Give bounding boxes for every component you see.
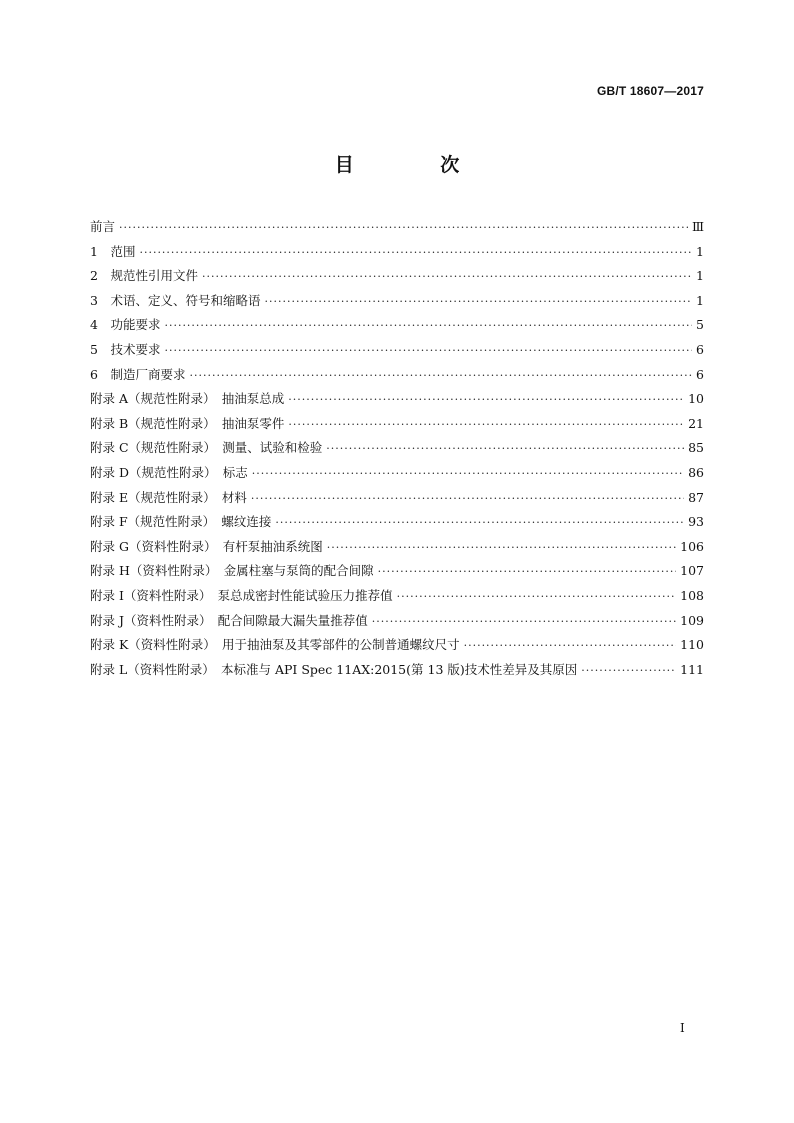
toc-entry[interactable] [90, 535, 704, 560]
toc-entry-label: 附录 A（规范性附录） 抽油泵总成 [90, 391, 285, 407]
toc-entry-page: 107 [680, 563, 704, 579]
toc-entry-page: 93 [688, 514, 704, 530]
toc-leader-dots [326, 437, 684, 462]
toc-entry[interactable] [90, 658, 704, 683]
toc-leader-dots [139, 241, 692, 266]
toc-entry-label: 附录 J（资料性附录） 配合间隙最大漏失量推荐值 [90, 612, 368, 628]
toc-leader-dots [275, 511, 684, 536]
toc-leader-dots [372, 610, 676, 635]
toc-entry-page: 110 [680, 637, 704, 653]
toc-leader-dots [264, 290, 692, 315]
toc-entry-label: 附录 B（规范性附录） 抽油泵零件 [90, 415, 285, 431]
toc-entry[interactable] [90, 215, 704, 240]
toc-entry-page: 85 [688, 440, 704, 456]
toc-leader-dots [288, 388, 684, 413]
toc-entry-label: 附录 C（规范性附录） 测量、试验和检验 [90, 440, 323, 456]
toc-entry-label: 附录 D（规范性附录） 标志 [90, 464, 248, 480]
toc-leader-dots [119, 216, 688, 241]
toc-entry-page: 6 [696, 366, 704, 382]
toc-entry-page: 106 [680, 538, 704, 554]
toc-entry-page: 6 [696, 341, 704, 357]
toc-leader-dots [464, 634, 677, 659]
toc-leader-dots [378, 560, 677, 585]
toc-entry[interactable] [90, 412, 704, 437]
toc-entry-label: 1 范围 [90, 243, 136, 259]
toc-entry-label: 附录 K（资料性附录） 用于抽油泵及其零部件的公制普通螺纹尺寸 [90, 637, 460, 653]
toc-entry[interactable] [90, 289, 704, 314]
toc-entry[interactable] [90, 609, 704, 634]
toc-entry[interactable] [90, 559, 704, 584]
page-title: 目 次 [334, 154, 500, 176]
toc-entry-label: 6 制造厂商要求 [90, 366, 186, 382]
toc-leader-dots [327, 536, 676, 561]
toc-entry-label: 4 功能要求 [90, 317, 161, 333]
toc-entry-label: 附录 L（资料性附录） 本标准与 API Spec 11AX:2015(第 13 版)技术性差异及其原因 [90, 661, 578, 677]
toc-entry-label: 2 规范性引用文件 [90, 268, 198, 284]
toc-entry[interactable] [90, 436, 704, 461]
toc-entry[interactable] [90, 633, 704, 658]
toc-leader-dots [202, 265, 692, 290]
toc-leader-dots [189, 364, 692, 389]
toc-leader-dots [164, 314, 692, 339]
toc-entry-label: 附录 F（规范性附录） 螺纹连接 [90, 514, 272, 530]
toc-entry-label: 前言 [90, 219, 116, 234]
toc-entry-page: 1 [696, 268, 704, 284]
toc-entry-label: 附录 G（资料性附录） 有杆泵抽油系统图 [90, 538, 323, 554]
page-number: I [680, 1021, 685, 1035]
toc-entry-page: 5 [696, 317, 704, 333]
toc-entry[interactable] [90, 584, 704, 609]
toc-leader-dots [581, 659, 676, 684]
toc-entry[interactable] [90, 461, 704, 486]
toc-entry-page: 111 [680, 661, 704, 677]
toc-entry[interactable] [90, 338, 704, 363]
toc-leader-dots [251, 487, 684, 512]
toc-leader-dots [397, 585, 676, 610]
toc-entry[interactable] [90, 240, 704, 265]
toc-entry-page: 1 [696, 243, 704, 259]
toc-entry[interactable] [90, 486, 704, 511]
toc-entry-page: 1 [696, 292, 704, 308]
toc-entry-page: 21 [688, 415, 704, 431]
toc-entry[interactable] [90, 264, 704, 289]
toc-leader-dots [252, 462, 684, 487]
toc-entry-label: 附录 I（资料性附录） 泵总成密封性能试验压力推荐值 [90, 587, 393, 603]
toc-entry[interactable] [90, 387, 704, 412]
standard-code: GB/T 18607—2017 [596, 84, 704, 98]
toc-entry[interactable] [90, 363, 704, 388]
toc-entry[interactable] [90, 510, 704, 535]
toc-entry-page: 109 [680, 612, 704, 628]
table-of-contents [90, 215, 704, 682]
toc-leader-dots [288, 413, 684, 438]
toc-entry-page: 108 [680, 587, 704, 603]
toc-entry-label: 5 技术要求 [90, 341, 161, 357]
toc-entry-page: 86 [688, 464, 704, 480]
toc-entry-label: 3 术语、定义、符号和缩略语 [90, 292, 261, 308]
toc-entry-page: 10 [688, 391, 704, 407]
toc-entry-label: 附录 H（资料性附录） 金属柱塞与泵筒的配合间隙 [90, 563, 374, 579]
toc-entry-page: Ⅲ [691, 219, 704, 234]
toc-entry-label: 附录 E（规范性附录） 材料 [90, 489, 247, 505]
toc-entry-page: 87 [688, 489, 704, 505]
toc-leader-dots [164, 339, 692, 364]
toc-entry[interactable] [90, 313, 704, 338]
